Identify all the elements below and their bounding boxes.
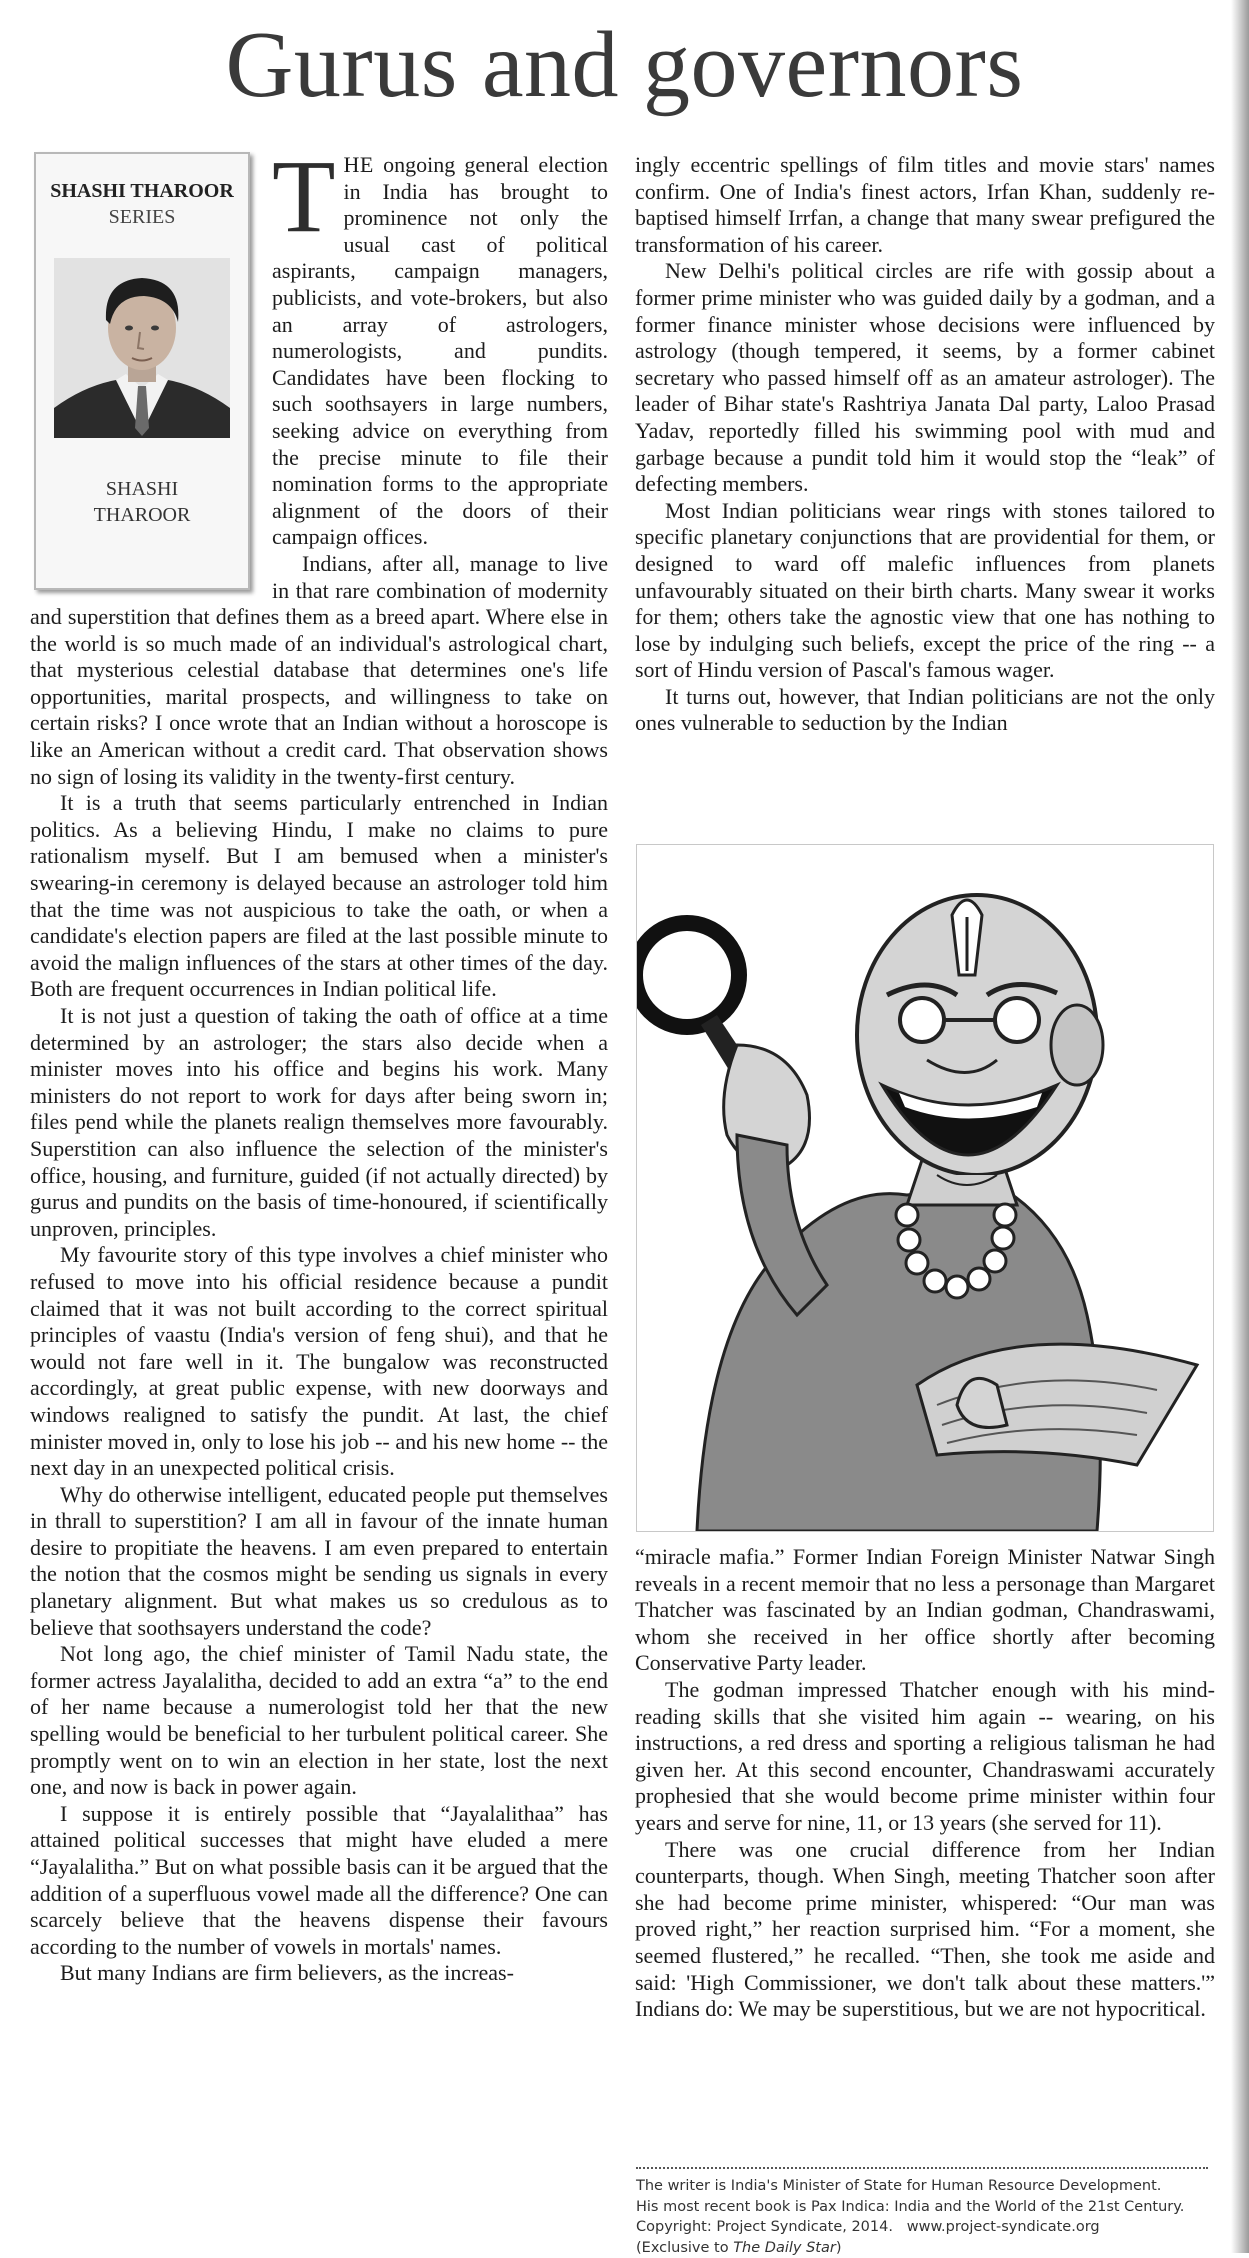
headline: Gurus and governors — [0, 10, 1249, 120]
guru-cartoon — [637, 845, 1213, 1531]
paragraph: “miracle mafia.” Former Indian Foreign Minister Natwar Singh reveals in a recent memoir that no less a personage than Margaret Thatcher was fascinated by an Indian godman, Chandraswami, whom she received in her office shortly after becoming Conservative Party leader. — [635, 1544, 1215, 1677]
paragraph-text: ongoing general election in India has brought to prominence not only the usual cast of political aspirants, campaign managers, publicists, and vote-brokers, but also an array of astrologers, numerologists, and pundits. Candidates have been flocking to such soothsayers in large numbers, seeking advice on everything from the precise minute to file their nomination forms to the appropriate alignment of the doors of their campaign offices. — [272, 152, 608, 549]
paragraph: New Delhi's political circles are rife with gossip about a former prime minister who was guided daily by a godman, and a former finance minister whose decisions were influenced by astrology (though tempered, it seems, by a former cabinet secretary who passed himself off as an amateur astrologer). The leader of Bihar state's Rashtriya Janata Dal party, Laloo Prasad Yadav, reportedly filled his swimming pool with mud and garbage because a pundit told him it would stop the “leak” of defecting members. — [635, 258, 1215, 497]
column-left — [30, 152, 608, 1987]
footer-dotted-rule — [636, 2167, 1208, 2169]
author-note — [636, 2176, 1216, 2258]
lead-caps: HE — [344, 152, 374, 177]
paragraph: It is not just a question of taking the oath of office at a time determined by an astrologer; the stars also decide when a minister moves into his office and begins his work. Many ministers do not report to work for days after being sworn in; files pend while the planets realign themselves more favourably. Superstition can also influence the selection of the minister's office, housing, and furniture, guided (if not actually directed) by gurus and pundits on the basis of time-honoured, if scientifically unproven, principles. — [30, 1003, 608, 1242]
series-author-line: SHASHI THAROOR — [36, 178, 248, 204]
series-name-line1: SHASHI — [36, 476, 248, 502]
paragraph: I suppose it is entirely possible that “Jayalalithaa” has attained political successes that might have eluded a mere “Jayalalitha.” But on what possible basis can it be argued that the addition of a superfluous vowel made all the difference? One can scarcely believe that the heavens dispense their favours according to the number of vowels in mortals' names. — [30, 1801, 608, 1961]
exclusive-suffix: ) — [836, 2240, 842, 2256]
paragraph: Not long ago, the chief minister of Tamil Nadu state, the former actress Jayalalitha, decided to add an extra “a” to the end of her name because a numerologist told her that the new spelling would be beneficial to her turbulent political career. She promptly went on to win an election in her state, lost the next one, and now is back in power again. — [30, 1641, 608, 1801]
series-label: SERIES — [36, 204, 248, 230]
paragraph: Indians, after all, manage to live in that rare combination of modernity and superstition that defines them as a breed apart. Where else in the world is so much made of an individual's astrological chart, that mysterious celestial database that determines one's life opportunities, marital prospects, and willingness to take on certain risks? I once wrote that an Indian without a horoscope is like an American without a credit card. That observation shows no sign of losing its validity in the twenty-first century. — [30, 551, 608, 790]
publication-name: The Daily Star — [733, 2240, 836, 2256]
paragraph: The godman impressed Thatcher enough with his mind-reading skills that she visited him again -- wearing, on his instructions, a red dress and sporting a religious talisman he had given her. At this second encounter, Chandraswami accurately prophesied that she would become prime minister within four years and serve for nine, 11, or 13 years (she served for 11). — [635, 1677, 1215, 1837]
page-edge-shadow — [1231, 0, 1249, 2253]
author-note-line: His most recent book is Pax Indica: India and the World of the 21st Century. — [636, 2197, 1216, 2218]
author-note-line: The writer is India's Minister of State for Human Resource Development. — [636, 2176, 1216, 2197]
paragraph: ingly eccentric spellings of film titles and movie stars' names confirm. One of India's finest actors, Irfan Khan, suddenly re-baptised himself Irrfan, a change that many swear prefigured the transformation of his career. — [635, 152, 1215, 258]
exclusive-prefix: (Exclusive to — [636, 2240, 733, 2256]
paragraph: Most Indian politicians wear rings with stones tailored to specific planetary conjunctions that are providential for them, or designed to ward off malefic influences from planets unfavourably situated on their birth charts. Many swear it works for them; others take the agnostic view that one has nothing to lose by indulging such beliefs, except the price of the ring -- a sort of Hindu version of Pascal's famous wager. — [635, 498, 1215, 684]
paragraph: It is a truth that seems particularly entrenched in Indian politics. As a believing Hindu, I make no claims to pure rationalism myself. But I am bemused when a minister's swearing-in ceremony is delayed because an astrologer told him that the time was not auspicious to take the oath, or when a candidate's election papers are filed at the last possible minute to avoid the malign influences of the stars at other times of the day. Both are frequent occurrences in Indian political life. — [30, 790, 608, 1003]
paragraph: My favourite story of this type involves a chief minister who refused to move into his official residence because a pundit claimed that it was not built according to the correct spiritual principles of vaastu (India's version of feng shui), and that he would not fare well in it. The bungalow was reconstructed accordingly, at great public expense, with new doorways and windows realigned to satisfy the pundit. At last, the chief minister moved in, only to lose his job -- and his new home -- the next day in an unexpected political crisis. — [30, 1242, 608, 1481]
paragraph: But many Indians are firm believers, as the increas- — [30, 1960, 608, 1987]
author-photo — [54, 258, 230, 438]
author-series-box — [34, 152, 250, 590]
paragraph: It turns out, however, that Indian politicians are not the only ones vulnerable to seduction by the Indian — [635, 684, 1215, 737]
column-right-top — [635, 152, 1215, 737]
cartoon-illustration — [636, 844, 1214, 1532]
series-name-line2: THAROOR — [36, 502, 248, 528]
paragraph: Why do otherwise intelligent, educated people put themselves in thrall to superstition? I am all in favour of the innate human desire to propitiate the heavens. I am even prepared to entertain the notion that the cosmos might be sending us signals in every planetary alignment. But what makes us so credulous as to believe that soothsayers understand the code? — [30, 1482, 608, 1642]
drop-cap: T — [272, 152, 344, 236]
copyright-line: Copyright: Project Syndicate, 2014. www.project-syndicate.org — [636, 2217, 1216, 2238]
column-right-bottom — [635, 1544, 1215, 2023]
paragraph: There was one crucial difference from her Indian counterparts, though. When Singh, meeting Thatcher soon after she had become prime minister, whispered: “Our man was proved right,” her reaction surprised him. “For a moment, she seemed flustered,” he recalled. “Then, she took me aside and said: 'High Commissioner, we don't talk about these matters.'” Indians do: We may be superstitious, but we are not hypocritical. — [635, 1837, 1215, 2023]
exclusive-line — [636, 2238, 1216, 2258]
